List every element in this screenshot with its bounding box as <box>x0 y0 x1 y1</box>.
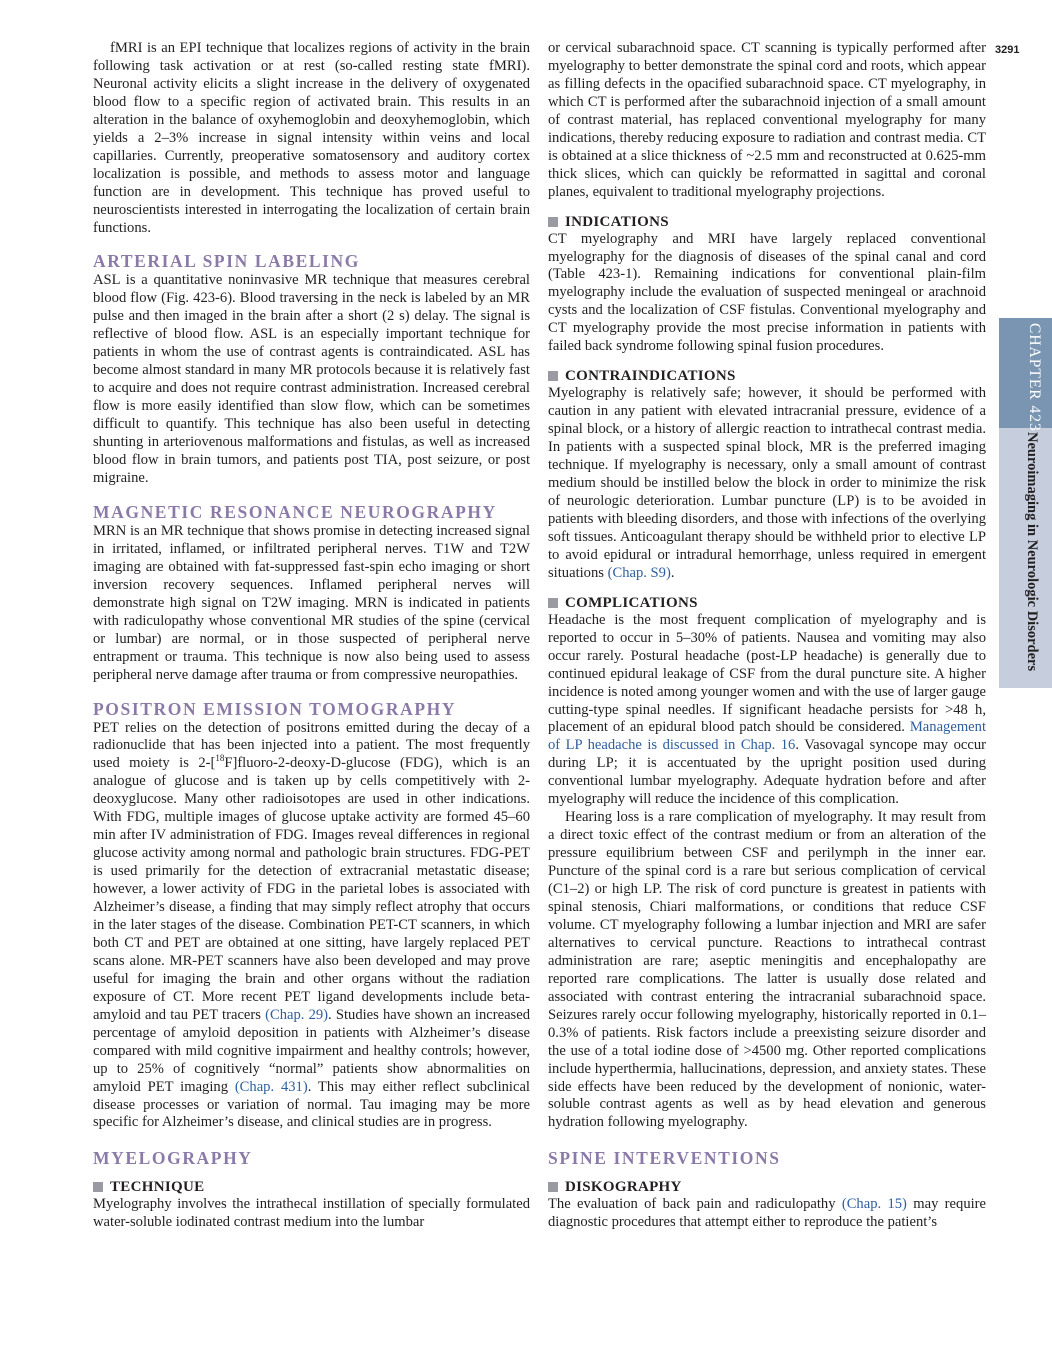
comp-text-1: Headache is the most frequent complication of myelography and is reported to occur in 5–30% of patients. Nausea and vomiting may also occur rarely. Postural headache (post-LP headache) is generally due to continued epidural leakage of CSF from the dural puncture site. A higher incidence is noted among younger women and with the use of larger gauge cutting-type spinal needles. If significant headache persists for >48 h, placement of an epidural blood patch should be considered. <box>548 611 986 736</box>
subheading-contraindications <box>548 367 986 385</box>
heading-pet: POSITRON EMISSION TOMOGRAPHY <box>93 698 457 719</box>
paragraph-ct-myelography: or cervical subarachnoid space. CT scanning is typically performed after myelography to better demonstrate the spinal cord and roots, which appear as filling defects in the opacified subarachnoid space. CT myelography, in which CT is performed after the subarachnoid injection of a small amount of contrast material, has replaced conventional myelography for many indications, thereby reducing exposure to radiation and contrast media. CT is obtained at a slice thickness of ~2.5 mm and reconstructed at 0.625-mm thick slices, which can quickly be reformatted in sagittal and coronal planes, equivalent to traditional myelography projections. <box>548 40 986 200</box>
paragraph-pet <box>93 720 530 1133</box>
subheading-diskography-label: DISKOGRAPHY <box>565 1179 682 1196</box>
square-bullet-icon <box>548 217 558 227</box>
subheading-diskography <box>548 1178 986 1196</box>
disko-text-2: may require diagnostic procedures that attempt either to reproduce the patient’s <box>548 1196 987 1231</box>
ref-chap-s9-link[interactable]: (Chap. S9) <box>607 564 671 581</box>
square-bullet-icon <box>93 1182 103 1192</box>
chapter-label: CHAPTER 423 <box>1026 323 1043 432</box>
ref-chap-431-link[interactable]: (Chap. 431) <box>234 1078 308 1095</box>
heading-myelography: MYELOGRAPHY <box>93 1148 253 1169</box>
square-bullet-icon <box>548 1182 558 1192</box>
paragraph-diskography <box>548 1196 986 1232</box>
subheading-indications <box>548 213 986 231</box>
subheading-contraindications-label: CONTRAINDICATIONS <box>565 368 736 385</box>
paragraph-contraindications <box>548 385 986 582</box>
paragraph-fmri: fMRI is an EPI technique that localizes regions of activity in the brain following task activation or at rest (so-called resting state fMRI). Neuronal activity elicits a slight increase in the delivery of oxygenated blood flow to a specific region of activated brain. This results in an alteration in the balance of oxyhemoglobin and deoxyhemoglobin, which yields a 2–3% increase in signal intensity within veins and local capillaries. Currently, preoperative somatosensory and auditory cortex localization is possible, and methods to assess motor and language function are in development. This technique has proved useful to neuroscientists interested in interrogating the localization of certain brain functions. <box>93 40 530 236</box>
contra-text-2: . <box>670 564 675 581</box>
pet-superscript: 18 <box>215 753 225 764</box>
ref-chap-16-link[interactable]: Management of LP headache is discussed in Chap. 16 <box>548 719 986 754</box>
paragraph-indications: CT myelography and MRI have largely replaced conventional myelography for the diagnosis of diseases of the spinal canal and cord (Table 423-1). Remaining indications for conventional plain-film myelography include the evaluation of suspected meningeal or arachnoid cysts and the localization of CSF fistulas. Conventional myelography and CT myelography provide the most precise information in patients with failed back syndrome following spinal fusion procedures. <box>548 230 986 355</box>
paragraph-technique: Myelography involves the intrathecal instillation of specially formulated water-soluble iodinated contrast medium into the lumbar <box>93 1196 530 1231</box>
right-column <box>548 40 986 1232</box>
chapter-title: Neuroimaging in Neurologic Disorders <box>1024 432 1040 672</box>
paragraph-hearing-loss: Hearing loss is a rare complication of myelography. It may result from a direct toxic effect of the contrast medium or from an alteration of the pressure equilibrium between CSF and perilymph in the inner ear. Puncture of the spinal cord is a rare but serious complication of cervical (C1–2) or high LP. The risk of cord puncture is greatest in patients with spinal stenosis, Chiari malformations, or conditions that reduce CSF volume. CT myelography following a lumbar injection and MRI are safer alternatives to cervical puncture. Reactions to intrathecal contrast administration are rare; aseptic meningitis and encephalopathy are reported rare complications. The latter is usually dose related and associated with contrast entering the intracranial subarachnoid space. Seizures rarely occur following myelography, historically reported in 0.1–0.3% of patients. Risk factors include a preexisting seizure disorder and the use of a total iodine dose of >4500 mg. Other reported complications include hyperthermia, hallucinations, depression, and anxiety states. These side effects have been reduced by the development of nonionic, water-soluble contrast agents as well as by head elevation and generous hydration following myelography. <box>548 809 986 1131</box>
subheading-technique-label: TECHNIQUE <box>110 1179 205 1196</box>
subheading-indications-label: INDICATIONS <box>565 213 669 230</box>
pet-text-1: PET relies on the detection of positrons emitted during the decay of a radionuclide that has been injected into a patient. The most frequently used moiety is 2-[ <box>93 719 530 772</box>
paragraph-asl: ASL is a quantitative noninvasive MR technique that measures cerebral blood flow (Fig. 423-6). Blood traversing in the neck is labeled by an MR pulse and then imaged in the brain after a short (2 s) delay. The signal is reflective of blood flow. ASL is an especially important technique for patients in whom the use of contrast agents is contraindicated. ASL has become almost standard in many MR protocols because it is relatively fast to acquire and does not require contrast administration. Increased cerebral flow is more easily identified than slow flow, which can be sometimes difficult to quantify. This technique has also been useful in detecting shunting in arteriovenous malformations and fistulas, as well as increased blood flow in brain tumors, and patients post TIA, post seizure, or post migraine. <box>93 272 530 486</box>
pet-text-2: F]fluoro-2-deoxy-D-glucose (FDG), which is an analogue of glucose and is taken up by cells competitively with 2-deoxyglucose. Many other radioisotopes are used in other indications. With FDG, multiple images of glucose uptake activity are formed 45–60 min after IV administration of FDG. Images reveal differences in regional glucose activity among normal and pathologic brain structures. FDG-PET is used primarily for the detection of extracranial metastatic disease; however, a lower activity of FDG in the parietal lobes is associated with Alzheimer’s disease, a finding that may simply reflect atrophy that occurs in the later stages of the disease. Combination PET-CT scanners, in which both CT and PET are obtained at one sitting, have largely replaced PET scans alone. MR-PET scanners have also been developed and may prove useful for imaging the brain and other organs without the radiation exposure of CT. More recent PET ligand developments include beta-amyloid and tau PET tracers <box>93 755 530 1023</box>
paragraph-mrn: MRN is an MR technique that shows promise in detecting increased signal in irritated, inflamed, or infiltrated peripheral nerves. T1W and T2W imaging are obtained with fat-suppressed fast-spin echo imaging or short inversion recovery sequences. Inflamed peripheral nerves will demonstrate high signal on T2W imaging. MRN is indicated in patients with radiculopathy whose conventional MR studies of the spine (cervical or lumbar) are normal, or in those suspected of peripheral nerve entrapment or trauma. This technique is now also being used to assess peripheral nerve damage after trauma or from compressive neuropathies. <box>93 522 530 683</box>
heading-mr-neurography: MAGNETIC RESONANCE NEUROGRAPHY <box>93 501 497 522</box>
subheading-technique <box>93 1178 530 1196</box>
subheading-complications-label: COMPLICATIONS <box>565 594 698 611</box>
square-bullet-icon <box>548 598 558 608</box>
paragraph-complications <box>548 612 986 809</box>
left-column <box>93 40 530 1232</box>
disko-text-1: The evaluation of back pain and radiculopathy <box>548 1196 842 1213</box>
chapter-side-tab <box>999 318 1052 688</box>
ref-chap-15-link[interactable]: (Chap. 15) <box>841 1196 907 1213</box>
heading-arterial-spin-labeling: ARTERIAL SPIN LABELING <box>93 251 361 272</box>
subheading-complications <box>548 594 986 612</box>
pet-text-3: . Studies have shown an increased percentage of amyloid deposition in patients with Alzheimer’s disease compared with mild cognitive impairment and healthy controls; however, up to 25% of cognitively “normal” patients show abnormalities on amyloid PET imaging <box>93 1006 530 1095</box>
heading-spine-interventions: SPINE INTERVENTIONS <box>548 1148 781 1169</box>
square-bullet-icon <box>548 371 558 381</box>
page-number: 3291 <box>995 44 1020 56</box>
ref-chap-29-link[interactable]: (Chap. 29) <box>265 1006 329 1023</box>
comp-text-2: . Vasovagal syncope may occur during LP; it is accentuated by the upright position used during conventional lumbar myelography. Adequate hydration before and after myelography will reduce the incidence of this complication. <box>548 737 986 808</box>
contra-text-1: Myelography is relatively safe; however, it should be performed with caution in any patient with elevated intracranial pressure, evidence of a spinal block, or a history of allergic reaction to intrathecal contrast media. In patients with a suspected spinal block, MR is the preferred imaging technique. If myelography is necessary, only a small amount of contrast medium should be instilled below the block in order to minimize the risk of neurologic deterioration. Lumbar puncture (LP) is to be avoided in patients with bleeding disorders, and those with infections of the overlying soft tissues. Anticoagulant therapy should be withheld prior to elective LP to avoid epidural or intradural hemorrhage, unless required in emergent situations <box>548 385 986 581</box>
pet-text-4: . This may either reflect subclinical disease processes or variation of normal. Tau imaging may be more specific for Alzheimer’s disease, and clinical studies are in progress. <box>93 1078 530 1131</box>
